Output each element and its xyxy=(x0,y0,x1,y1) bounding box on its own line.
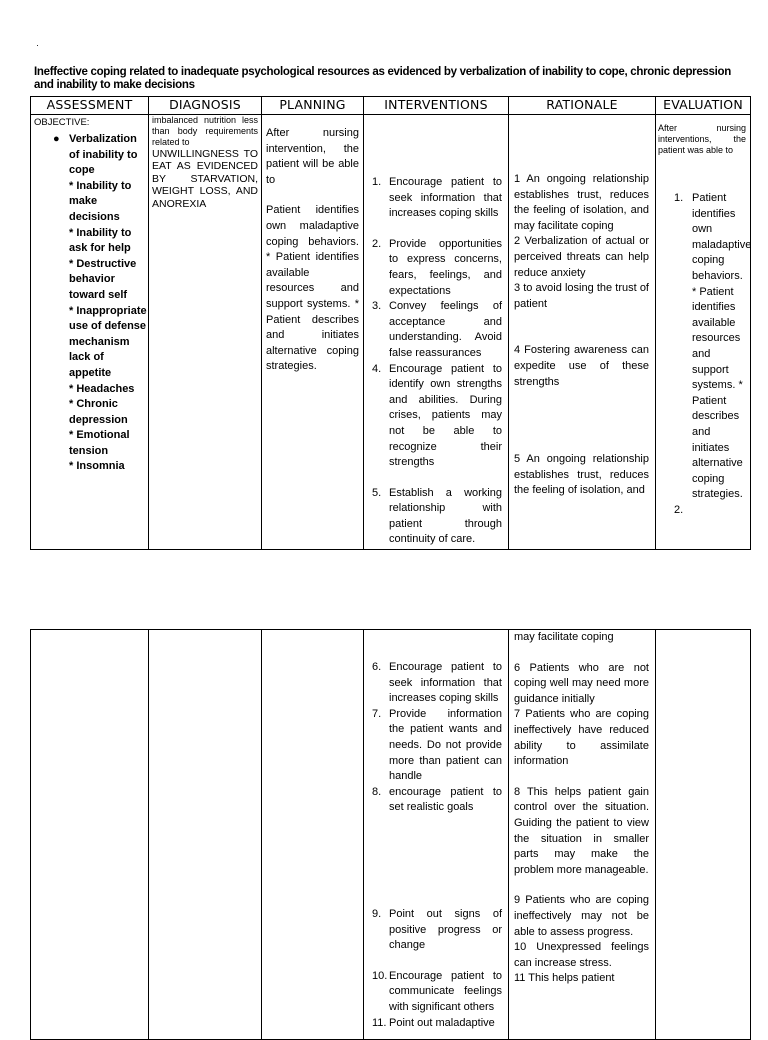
list-item: * Destructive behavior toward self xyxy=(69,257,137,301)
list-item: 4. Encourage patient to identify own strengths and abilities. During crises, patients may not be able to recognize their strengths xyxy=(372,362,502,469)
interventions-list xyxy=(364,175,508,548)
header-diagnosis: DIAGNOSIS xyxy=(149,97,262,115)
list-item: * Chronic depression xyxy=(69,398,128,426)
rationale-item: 2 Verbalization of actual or perceived threats can help reduce anxiety xyxy=(514,235,649,279)
care-plan-table-2 xyxy=(30,629,751,1040)
planning-cell xyxy=(262,115,364,550)
diagnosis-small-text: imbalanced nutrition less than body requirements related to xyxy=(152,115,258,147)
evaluation-cell xyxy=(656,115,751,550)
rationale-item: 5 An ongoing relationship establishes trust, reduces the feeling of isolation, and xyxy=(514,453,649,497)
evaluation-intro: After nursing interventions, the patient was able to xyxy=(658,123,746,155)
list-item: 11. Point out maladaptive xyxy=(372,1016,495,1029)
rationale-cell xyxy=(509,630,656,1040)
header-assessment: ASSESSMENT xyxy=(31,97,149,115)
page-title: Ineffective coping related to inadequate psychological resources as evidenced by verbalization of inability to cope, chronic depression and inability to make decisions xyxy=(34,66,731,91)
rationale-item: 6 Patients who are not coping well may need more guidance initially xyxy=(514,661,649,705)
list-item: 10. Encourage patient to communicate feelings with significant others xyxy=(372,969,502,1013)
header-rationale: RATIONALE xyxy=(509,97,656,115)
rationale-item: 1 An ongoing relationship establishes trust, reduces the feeling of isolation, and may facilitate coping xyxy=(514,173,649,232)
list-item: 9. Point out signs of positive progress or change xyxy=(372,907,502,952)
evaluation-cell xyxy=(656,630,751,1040)
evaluation-list: 1. Patient identifies own maladaptive coping behaviors. * Patient identifies available resources and support systems. * Patient describes and initiates alternative coping strategies. 2. xyxy=(658,191,746,503)
list-item: 5. Establish a working relationship with patient through continuity of care. xyxy=(372,486,502,546)
page-mark: · xyxy=(36,40,39,50)
rationale-item: may facilitate coping xyxy=(514,631,614,643)
header-planning: PLANNING xyxy=(262,97,364,115)
interventions-cell xyxy=(364,630,509,1040)
assessment-cell xyxy=(31,115,149,550)
planning-body: Patient identifies own maladaptive coping behaviors. * Patient identifies available resources and support systems. * Patient describes and initiates alternative coping strategies. xyxy=(266,204,359,373)
rationale-item: 8 This helps patient gain control over the situation. Guiding the patient to view the situation in smaller parts may make the problem more manageable. xyxy=(514,785,649,876)
list-item: * Emotional tension xyxy=(69,429,130,457)
objective-label: OBJECTIVE: xyxy=(34,117,90,128)
list-item: 8. encourage patient to set realistic goals xyxy=(372,785,502,814)
list-item: * Inability to make decisions xyxy=(69,179,132,223)
list-item: 3. Convey feelings of acceptance and understanding. Avoid false reassurances xyxy=(372,300,502,359)
list-item: * Insomnia xyxy=(69,460,125,473)
rationale-item: 7 Patients who are coping ineffectively have reduced ability to assimilate information xyxy=(514,708,649,768)
diagnosis-main-text: UNWILLINGNESS TO EAT AS EVIDENCED BY STARVATION, WEIGHT LOSS, AND ANOREXIA xyxy=(152,148,258,210)
interventions-list xyxy=(364,660,508,1031)
diagnosis-cell xyxy=(149,630,262,1040)
list-item: 2. Provide opportunities to express concerns, fears, feelings, and expectations xyxy=(372,237,502,297)
rationale-item: 4 Fostering awareness can expedite use of these strengths xyxy=(514,344,649,388)
list-item: 7. Provide information the patient wants and needs. Do not provide more than patient can handle xyxy=(372,707,502,783)
planning-cell xyxy=(262,630,364,1040)
header-interventions: INTERVENTIONS xyxy=(364,97,509,115)
list-item: * Inability to ask for help xyxy=(69,226,132,255)
list-item: ● Verbalization of inability to cope xyxy=(53,133,138,177)
rationale-item: 9 Patients who are coping ineffectively may not be able to assess progress. xyxy=(514,894,649,938)
list-item: * Headaches xyxy=(69,382,135,395)
rationale-cell xyxy=(509,115,656,550)
rationale-item: 10 Unexpressed feelings can increase stress. xyxy=(514,941,649,969)
planning-intro: After nursing intervention, the patient will be able to xyxy=(266,127,359,186)
header-evaluation: EVALUATION xyxy=(656,97,751,115)
bullet-icon: ● xyxy=(53,133,60,145)
rationale-item: 11 This helps patient xyxy=(514,972,615,985)
list-item: 6. Encourage patient to seek information that increases coping skills xyxy=(372,661,502,705)
assessment-list xyxy=(31,132,148,475)
list-item: 1. Encourage patient to seek information that increases coping skills xyxy=(372,176,502,220)
diagnosis-cell xyxy=(149,115,262,550)
rationale-item: 3 to avoid losing the trust of patient xyxy=(514,282,649,310)
assessment-cell xyxy=(31,630,149,1040)
list-item: 1. Patient identifies own maladaptive coping behaviors. * Patient identifies available resources and support systems. * Patient describes and initiates alternative coping strategies. xyxy=(674,192,752,501)
list-item: * Inappropriate use of defense mechanism lack of appetite xyxy=(69,304,147,379)
interventions-cell xyxy=(364,115,509,550)
care-plan-table-1 xyxy=(30,96,751,550)
